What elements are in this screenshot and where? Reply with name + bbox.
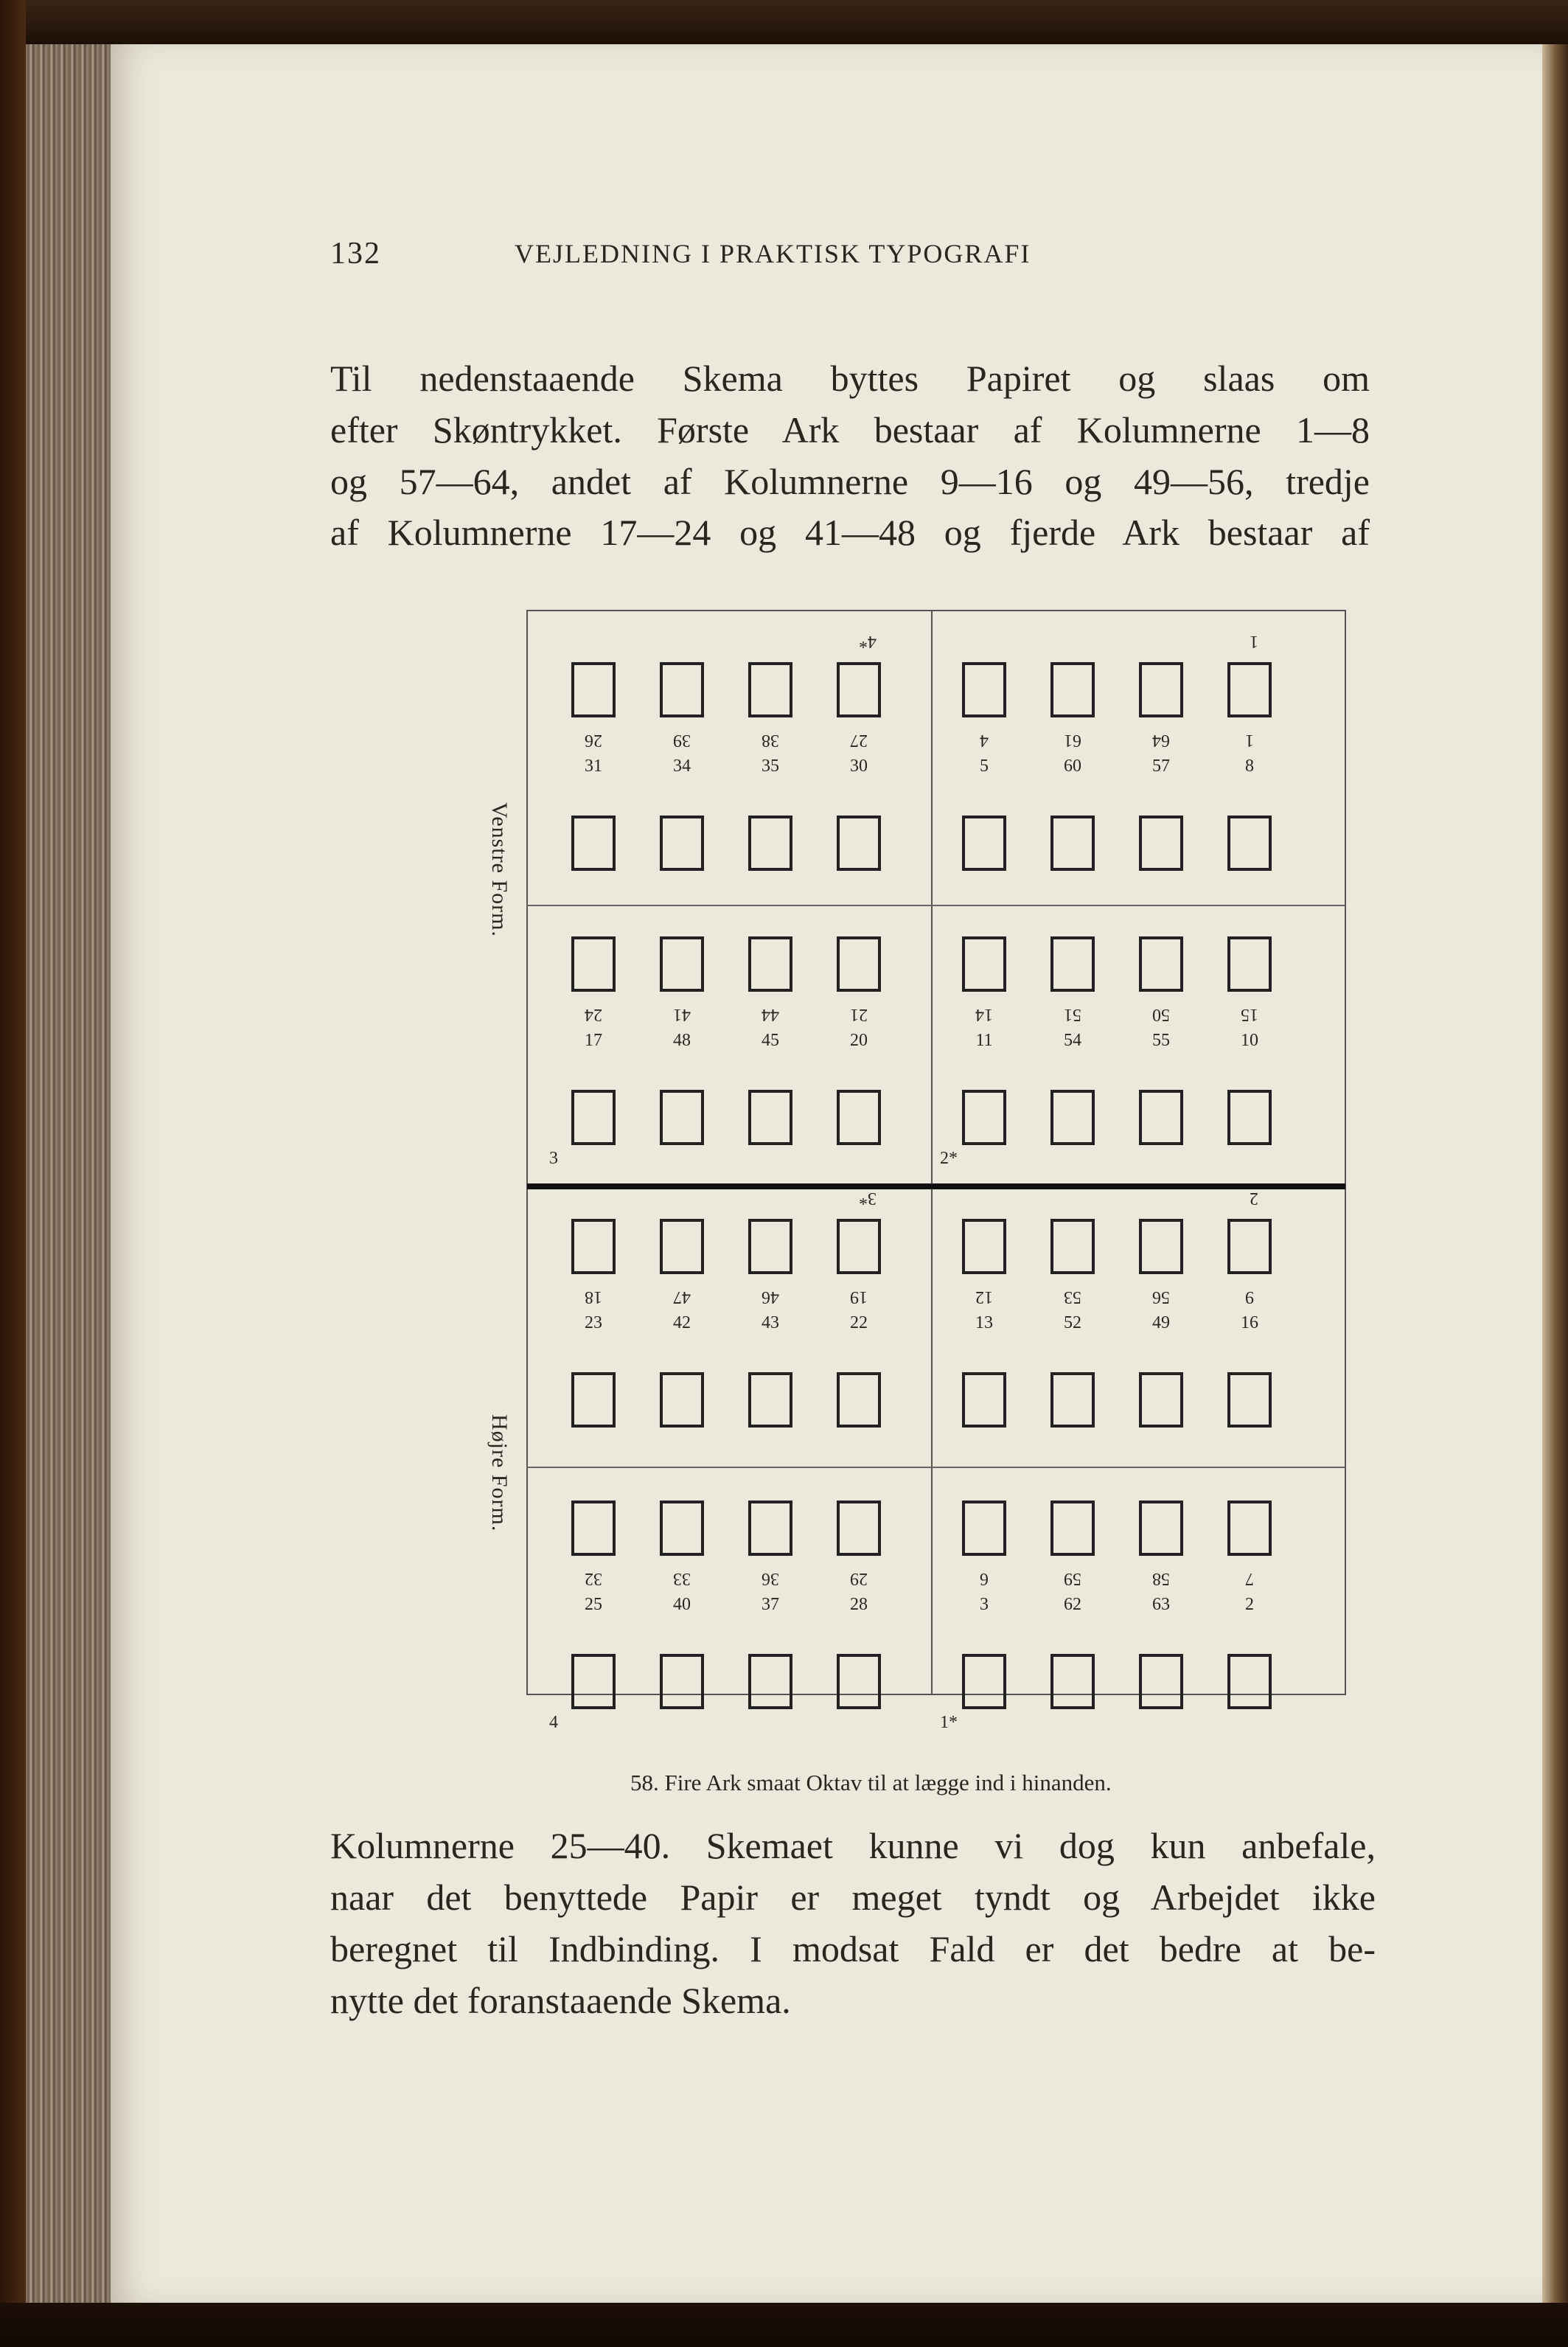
page-number: 37 xyxy=(762,1595,779,1614)
page-box-lower xyxy=(962,816,1006,871)
page-number: 22 xyxy=(850,1313,868,1332)
page-number: 16 xyxy=(1241,1313,1258,1332)
page-number: 31 xyxy=(585,757,602,776)
running-title: VEJLEDNING I PRAKTISK TYPOGRAFI xyxy=(515,239,1031,268)
page-number-inverted: 51 xyxy=(1064,1005,1081,1024)
page-box-upper xyxy=(1050,1501,1095,1556)
page-number: 34 xyxy=(673,757,691,776)
page-position xyxy=(545,662,633,913)
page-position xyxy=(1112,936,1201,1187)
page-box-lower xyxy=(660,1090,704,1145)
page-position xyxy=(1112,1501,1201,1751)
page-box-lower xyxy=(962,1654,1006,1709)
page-box-lower xyxy=(1050,1090,1095,1145)
page-box-lower xyxy=(962,1372,1006,1428)
page-box-upper xyxy=(1139,1219,1183,1274)
page-position xyxy=(722,662,810,913)
page-position xyxy=(633,1501,722,1751)
page-number-inverted: 19 xyxy=(850,1287,868,1307)
page-box-lower xyxy=(660,1372,704,1428)
page-box-lower xyxy=(571,1090,616,1145)
page-number: 3 xyxy=(980,1595,989,1614)
page-position xyxy=(633,662,722,913)
page-number-inverted: 7 xyxy=(1245,1569,1254,1588)
page-box-lower xyxy=(1050,1372,1095,1428)
page-box-upper xyxy=(1139,936,1183,992)
page-number: 2 xyxy=(1245,1595,1254,1614)
page-number-inverted: 41 xyxy=(673,1005,691,1024)
page-position xyxy=(1024,1219,1112,1470)
page-position xyxy=(810,662,899,913)
photo-top-border xyxy=(0,0,1568,44)
page-number: 13 xyxy=(975,1313,993,1332)
page-number-inverted: 29 xyxy=(850,1569,868,1588)
page-box-upper xyxy=(1227,662,1272,717)
page-number-inverted: 6 xyxy=(980,1569,989,1588)
page-number: 5 xyxy=(980,757,989,776)
text-line: efter Skøntrykket. Første Ark bestaar af Kolumnerne 1—8 xyxy=(330,409,1370,451)
page-position xyxy=(722,936,810,1187)
page-position xyxy=(1201,1501,1289,1751)
page-box-upper xyxy=(748,1501,792,1556)
page-box-upper xyxy=(1227,1219,1272,1274)
signature-mark: 3* xyxy=(859,1189,877,1208)
page-box-upper xyxy=(1050,662,1095,717)
page-position xyxy=(1112,1219,1201,1470)
page-box-lower xyxy=(748,1090,792,1145)
page-number: 35 xyxy=(762,757,779,776)
page-box-upper xyxy=(1050,936,1095,992)
page-box-upper xyxy=(837,1219,881,1274)
page-number: 62 xyxy=(1064,1595,1081,1614)
page-position xyxy=(810,1219,899,1470)
page-number-inverted: 36 xyxy=(762,1569,779,1588)
page-box-upper xyxy=(571,662,616,717)
page-position xyxy=(935,1219,1024,1470)
page-number: 28 xyxy=(850,1595,868,1614)
signature-mark: 2* xyxy=(940,1149,958,1168)
left-form-label: Venstre Form. xyxy=(487,802,512,937)
page-box-lower xyxy=(660,1654,704,1709)
page-number-inverted: 18 xyxy=(585,1287,602,1307)
text-line: Til nedenstaaende Skema byttes Papiret og slaas om xyxy=(330,358,1370,399)
page-number: 45 xyxy=(762,1031,779,1050)
page-box-lower xyxy=(1139,1654,1183,1709)
page-box-upper xyxy=(660,1501,704,1556)
page-box-lower xyxy=(1227,816,1272,871)
page-box-lower xyxy=(748,1654,792,1709)
page-box-lower xyxy=(1139,816,1183,871)
page-number: 40 xyxy=(673,1595,691,1614)
page-box-lower xyxy=(1050,816,1095,871)
page-number: 17 xyxy=(585,1031,602,1050)
page-number: 30 xyxy=(850,757,868,776)
page-number: 48 xyxy=(673,1031,691,1050)
page-number-inverted: 50 xyxy=(1152,1005,1170,1024)
page-box-lower xyxy=(837,816,881,871)
page-number: 63 xyxy=(1152,1595,1170,1614)
page-position xyxy=(1024,662,1112,913)
page-box-upper xyxy=(1139,662,1183,717)
page-box-upper xyxy=(1227,1501,1272,1556)
signature-mark: 4 xyxy=(549,1713,558,1732)
text-line: beregnet til Indbinding. I modsat Fald er det bedre at be- xyxy=(330,1928,1376,1969)
page-number-inverted: 9 xyxy=(1245,1287,1254,1307)
page-position xyxy=(545,936,633,1187)
page-position xyxy=(633,1219,722,1470)
right-form-label: Højre Form. xyxy=(487,1414,512,1532)
page-box-upper xyxy=(837,662,881,717)
page-position xyxy=(1024,936,1112,1187)
book-cover-edge xyxy=(0,0,26,2347)
page-position xyxy=(722,1219,810,1470)
page-box-lower xyxy=(660,816,704,871)
signature-mark: 4* xyxy=(859,632,877,651)
page-box-upper xyxy=(748,662,792,717)
page-number-inverted: 26 xyxy=(585,731,602,750)
page-box-lower xyxy=(1227,1090,1272,1145)
page-number-inverted: 58 xyxy=(1152,1569,1170,1588)
imposition-figure xyxy=(413,566,1358,1732)
page-number-inverted: 15 xyxy=(1241,1005,1258,1024)
signature-mark: 1* xyxy=(940,1713,958,1732)
page-number-inverted: 24 xyxy=(585,1005,602,1024)
page-number-inverted: 59 xyxy=(1064,1569,1081,1588)
page-position xyxy=(935,662,1024,913)
page-number-inverted: 14 xyxy=(975,1005,993,1024)
page-box-upper xyxy=(748,1219,792,1274)
page-number: 43 xyxy=(762,1313,779,1332)
page-box-upper xyxy=(660,936,704,992)
signature-mark: 2 xyxy=(1250,1189,1258,1208)
page-position xyxy=(633,936,722,1187)
page-number: 20 xyxy=(850,1031,868,1050)
page-box-lower xyxy=(571,816,616,871)
page-number-inverted: 4 xyxy=(980,731,989,750)
page-number: 42 xyxy=(673,1313,691,1332)
page-box-lower xyxy=(837,1090,881,1145)
page-box-lower xyxy=(571,1372,616,1428)
page-number-inverted: 38 xyxy=(762,731,779,750)
text-line: naar det benyttede Papir er meget tyndt og Arbejdet ikke xyxy=(330,1877,1376,1918)
page-number: 52 xyxy=(1064,1313,1081,1332)
page-box-upper xyxy=(962,1501,1006,1556)
page-position xyxy=(1201,1219,1289,1470)
page-number-inverted: 27 xyxy=(850,731,868,750)
page-box-upper xyxy=(660,1219,704,1274)
page-box-upper xyxy=(962,662,1006,717)
photo-bottom-border xyxy=(0,2303,1568,2347)
page-box-upper xyxy=(962,936,1006,992)
page-number: 60 xyxy=(1064,757,1081,776)
page-number-inverted: 39 xyxy=(673,731,691,750)
page-box-upper xyxy=(837,936,881,992)
page-number-inverted: 12 xyxy=(975,1287,993,1307)
page-position xyxy=(810,936,899,1187)
page-box-lower xyxy=(837,1372,881,1428)
figure-caption: 58. Fire Ark smaat Oktav til at lægge ind i hinanden. xyxy=(630,1770,1112,1795)
page-number-inverted: 33 xyxy=(673,1569,691,1588)
page-number-inverted: 61 xyxy=(1064,731,1081,750)
page-number: 55 xyxy=(1152,1031,1170,1050)
page-stack-edges xyxy=(26,44,111,2303)
page-number: 132 xyxy=(330,237,381,271)
page-number: 57 xyxy=(1152,757,1170,776)
page-box-lower xyxy=(1139,1372,1183,1428)
page-position xyxy=(1201,936,1289,1187)
page-number: 54 xyxy=(1064,1031,1081,1050)
page-number-inverted: 56 xyxy=(1152,1287,1170,1307)
page-number: 49 xyxy=(1152,1313,1170,1332)
page-number-inverted: 46 xyxy=(762,1287,779,1307)
facing-page-edge xyxy=(1542,44,1568,2303)
page-box-lower xyxy=(1227,1372,1272,1428)
text-line: af Kolumnerne 17—24 og 41—48 og fjerde Ark bestaar af xyxy=(330,512,1370,553)
page-box-lower xyxy=(748,1372,792,1428)
page-number: 25 xyxy=(585,1595,602,1614)
text-line: og 57—64, andet af Kolumnerne 9—16 og 49—56, tredje xyxy=(330,461,1370,502)
page-box-lower xyxy=(837,1654,881,1709)
page-box-upper xyxy=(571,1219,616,1274)
page-number-inverted: 44 xyxy=(762,1005,779,1024)
page-box-upper xyxy=(962,1219,1006,1274)
text-line: nytte det foranstaaende Skema. xyxy=(330,1980,791,2021)
page-position xyxy=(1024,1501,1112,1751)
page-number: 11 xyxy=(975,1031,993,1050)
page-box-lower xyxy=(571,1654,616,1709)
page-box-lower xyxy=(1050,1654,1095,1709)
page-box-upper xyxy=(571,1501,616,1556)
page-number-inverted: 32 xyxy=(585,1569,602,1588)
page-box-upper xyxy=(1050,1219,1095,1274)
page-position xyxy=(722,1501,810,1751)
page-box-upper xyxy=(660,662,704,717)
signature-mark: 1 xyxy=(1250,632,1258,651)
page-number: 23 xyxy=(585,1313,602,1332)
signature-mark: 3 xyxy=(549,1149,558,1168)
page-box-upper xyxy=(1227,936,1272,992)
page-position xyxy=(810,1501,899,1751)
page-box-upper xyxy=(837,1501,881,1556)
page-box-upper xyxy=(571,936,616,992)
page-box-lower xyxy=(1139,1090,1183,1145)
page-box-lower xyxy=(962,1090,1006,1145)
page-position xyxy=(545,1219,633,1470)
page-number-inverted: 21 xyxy=(850,1005,868,1024)
page-box-upper xyxy=(1139,1501,1183,1556)
page-number-inverted: 64 xyxy=(1152,731,1170,750)
page-number-inverted: 53 xyxy=(1064,1287,1081,1307)
page-number: 8 xyxy=(1245,757,1254,776)
page-position xyxy=(545,1501,633,1751)
page-position xyxy=(1112,662,1201,913)
page-number: 10 xyxy=(1241,1031,1258,1050)
page-box-lower xyxy=(1227,1654,1272,1709)
text-line: Kolumnerne 25—40. Skemaet kunne vi dog kun anbefale, xyxy=(330,1825,1376,1866)
page-box-lower xyxy=(748,816,792,871)
page-number-inverted: 1 xyxy=(1245,731,1254,750)
page-position xyxy=(1201,662,1289,913)
page-number-inverted: 47 xyxy=(673,1287,691,1307)
page-box-upper xyxy=(748,936,792,992)
